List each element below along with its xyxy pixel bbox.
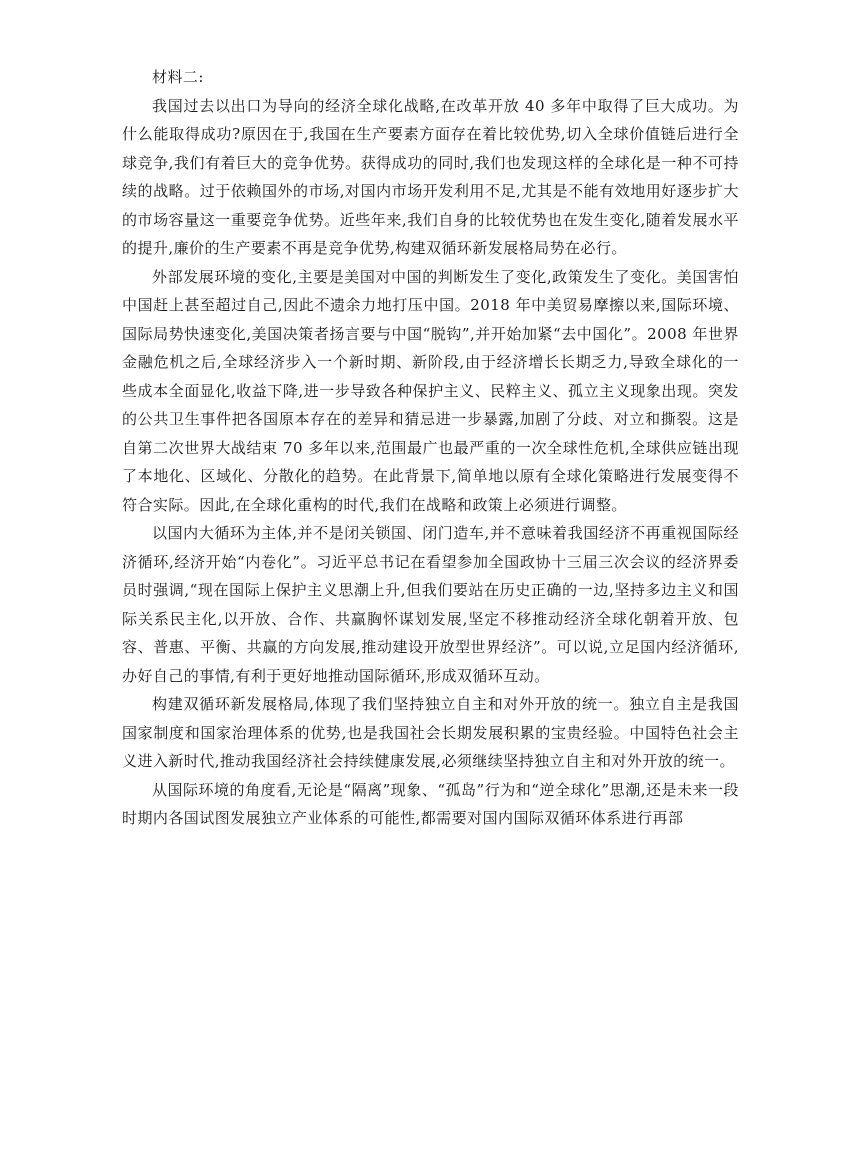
paragraph: 构建双循环新发展格局,体现了我们坚持独立自主和对外开放的统一。独立自主是我国国家制度和国家治理体系的优势,也是我国社会长期发展积累的宝贵经验。中国特色社会主义进入新时代,推动我国经济社会持续健康发展,必须继续坚持独立自主和对外开放的统一。	[122, 695, 739, 770]
paragraph: 以国内大循环为主体,并不是闭关锁国、闭门造车,并不意味着我国经济不再重视国际经济循环,经济开始“内卷化”。习近平总书记在看望参加全国政协十三届三次会议的经济界委员时强调,“现在国际上保护主义思潮上升,但我们要站在历史正确的一边,坚持多边主义和国际关系民主化,以开放、合作、共赢胸怀谋划发展,坚定不移推动经济全球化朝着开放、包容、普惠、平衡、共赢的方向发展,推动建设开放型世界经济”。可以说,立足国内经济循环,办好自己的事情,有利于更好地推动国际循环,形成双循环互动。	[122, 524, 739, 685]
section-heading: 材料二:	[152, 68, 204, 86]
document-body	[122, 63, 739, 833]
paragraph: 从国际环境的角度看,无论是“隔离”现象、“孤岛”行为和“逆全球化”思潮,还是未来一段时期内各国试图发展独立产业体系的可能性,都需要对国内国际双循环体系进行再部	[122, 780, 739, 827]
paragraph: 外部发展环境的变化,主要是美国对中国的判断发生了变化,政策发生了变化。美国害怕中国赶上甚至超过自己,因此不遗余力地打压中国。2018 年中美贸易摩擦以来,国际环境、国际局势快速变化,美国决策者扬言要与中国“脱钩”,并开始加紧“去中国化”。2008 年世界金融危机之后,全球经济步入一个新时期、新阶段,由于经济增长长期乏力,导致全球化的一些成本全面显化,收益下降,进一步导致各种保护主义、民粹主义、孤立主义现象出现。突发的公共卫生事件把各国原本存在的差异和猜忌进一步暴露,加剧了分歧、对立和撕裂。这是自第二次世界大战结束 70 多年以来,范围最广也最严重的一次全球性危机,全球供应链出现了本地化、区域化、分散化的趋势。在此背景下,简单地以原有全球化策略进行发展变得不符合实际。因此,在全球化重构的时代,我们在战略和政策上必须进行调整。	[122, 267, 739, 514]
paragraph: 我国过去以出口为导向的经济全球化战略,在改革开放 40 多年中取得了巨大成功。为什么能取得成功?原因在于,我国在生产要素方面存在着比较优势,切入全球价值链后进行全球竞争,我们有着巨大的竞争优势。获得成功的同时,我们也发现这样的全球化是一种不可持续的战略。过于依赖国外的市场,对国内市场开发利用不足,尤其是不能有效地用好逐步扩大的市场容量这一重要竞争优势。近些年来,我们自身的比较优势也在发生变化,随着发展水平的提升,廉价的生产要素不再是竞争优势,构建双循环新发展格局势在必行。	[122, 96, 739, 257]
